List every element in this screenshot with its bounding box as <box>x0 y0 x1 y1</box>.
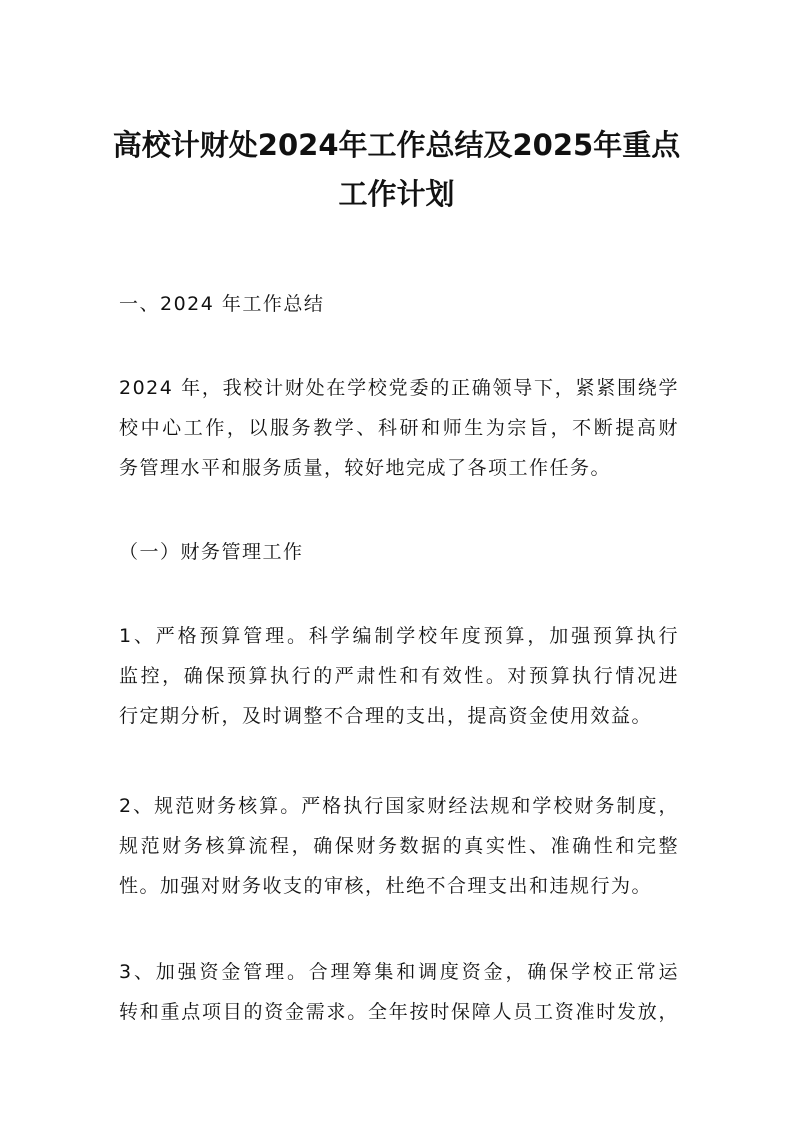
item-3-paragraph <box>119 952 679 1032</box>
subsection-heading <box>119 532 679 572</box>
subsection-heading-text: （一）财务管理工作 <box>119 541 304 563</box>
section-heading-text: 一、2024 年工作总结 <box>119 293 325 315</box>
item-2-line: 性。加强对财务收支的审核，杜绝不合理支出和违规行为。 <box>119 875 653 897</box>
intro-line: 务管理水平和服务质量，较好地完成了各项工作任务。 <box>119 457 612 479</box>
item-1-line: 行定期分析，及时调整不合理的支出，提高资金使用效益。 <box>119 705 653 727</box>
document-title-line-1: 高校计财处2024年工作总结及2025年重点 <box>112 128 681 162</box>
item-1-paragraph <box>119 616 679 736</box>
intro-line: 2024 年，我校计财处在学校党委的正确领导下，紧紧围绕学 <box>119 377 679 399</box>
item-2-paragraph <box>119 786 679 906</box>
intro-line: 校中心工作，以服务教学、科研和师生为宗旨，不断提高财 <box>119 417 679 439</box>
item-3-line: 转和重点项目的资金需求。全年按时保障人员工资准时发放， <box>119 1001 679 1023</box>
item-1-line: 监控，确保预算执行的严肃性和有效性。对预算执行情况进 <box>119 665 679 687</box>
item-2-line: 2、规范财务核算。严格执行国家财经法规和学校财务制度， <box>119 795 679 817</box>
item-2-line: 规范财务核算流程，确保财务数据的真实性、准确性和完整 <box>119 835 679 857</box>
item-1-line: 1、严格预算管理。科学编制学校年度预算，加强预算执行 <box>119 625 679 647</box>
item-3-line: 3、加强资金管理。合理筹集和调度资金，确保学校正常运 <box>119 961 679 983</box>
document-title-line-2: 工作计划 <box>338 177 455 211</box>
intro-paragraph <box>119 368 679 488</box>
section-heading <box>119 284 679 324</box>
